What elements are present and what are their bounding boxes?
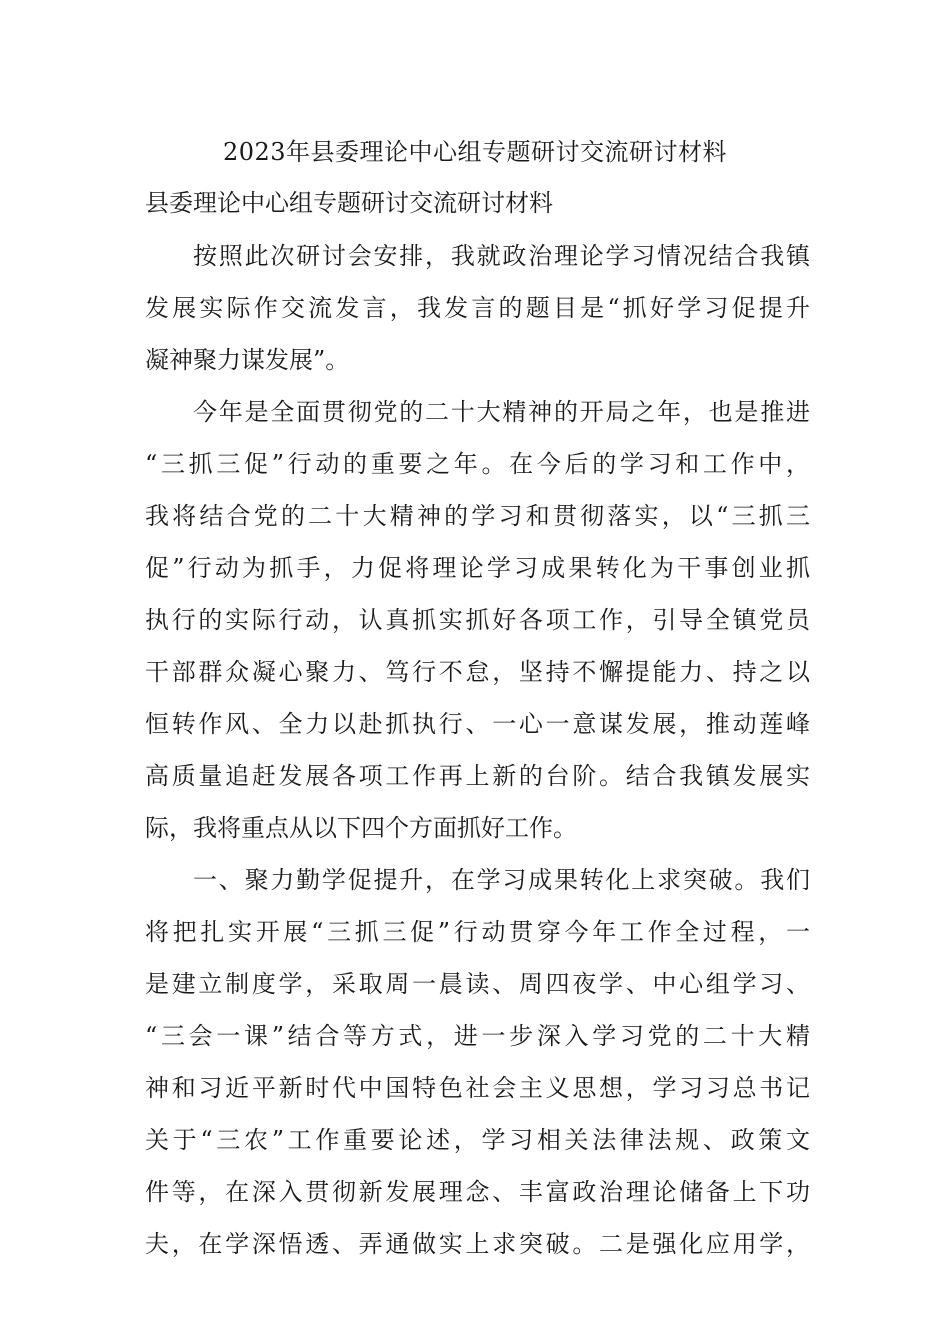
body-line: 际，我将重点从以下四个方面抓好工作。 <box>145 814 577 842</box>
document-subtitle: 县委理论中心组专题研讨交流研讨材料 <box>145 189 553 217</box>
body-line: 今年是全面贯彻党的二十大精神的开局之年，也是推进 <box>193 398 810 426</box>
body-line: 是建立制度学，采取周一晨读、周四夜学、中心组学习、 <box>145 970 810 998</box>
body-line: 我将结合党的二十大精神的学习和贯彻落实，以“三抓三 <box>145 502 810 530</box>
body-line: 高质量追赶发展各项工作再上新的台阶。结合我镇发展实 <box>145 762 810 790</box>
document-title: 2023年县委理论中心组专题研讨交流研讨材料 <box>222 138 728 166</box>
body-line: 凝神聚力谋发展”。 <box>145 346 350 374</box>
body-line: 神和习近平新时代中国特色社会主义思想，学习习总书记 <box>145 1074 810 1102</box>
body-line: 一、聚力勤学促提升，在学习成果转化上求突破。我们 <box>193 866 810 894</box>
body-line: 按照此次研讨会安排，我就政治理论学习情况结合我镇 <box>193 242 810 270</box>
body-line: 恒转作风、全力以赴抓执行、一心一意谋发展，推动莲峰 <box>145 710 810 738</box>
body-line: 夫，在学深悟透、弄通做实上求突破。二是强化应用学， <box>145 1230 810 1258</box>
body-line: “三抓三促”行动的重要之年。在今后的学习和工作中， <box>145 450 810 478</box>
body-line: 干部群众凝心聚力、笃行不怠，坚持不懈提能力、持之以 <box>145 658 810 686</box>
document-body <box>145 230 810 1270</box>
body-line: 件等，在深入贯彻新发展理念、丰富政治理论储备上下功 <box>145 1178 810 1206</box>
body-line: 促”行动为抓手，力促将理论学习成果转化为干事创业抓 <box>145 554 810 582</box>
body-line: 发展实际作交流发言，我发言的题目是“抓好学习促提升 <box>145 294 810 322</box>
body-line: 关于“三农”工作重要论述，学习相关法律法规、政策文 <box>145 1126 810 1154</box>
body-line: 将把扎实开展“三抓三促”行动贯穿今年工作全过程，一 <box>145 918 810 946</box>
body-line: “三会一课”结合等方式，进一步深入学习党的二十大精 <box>145 1022 810 1050</box>
body-line: 执行的实际行动，认真抓实抓好各项工作，引导全镇党员 <box>145 606 810 634</box>
